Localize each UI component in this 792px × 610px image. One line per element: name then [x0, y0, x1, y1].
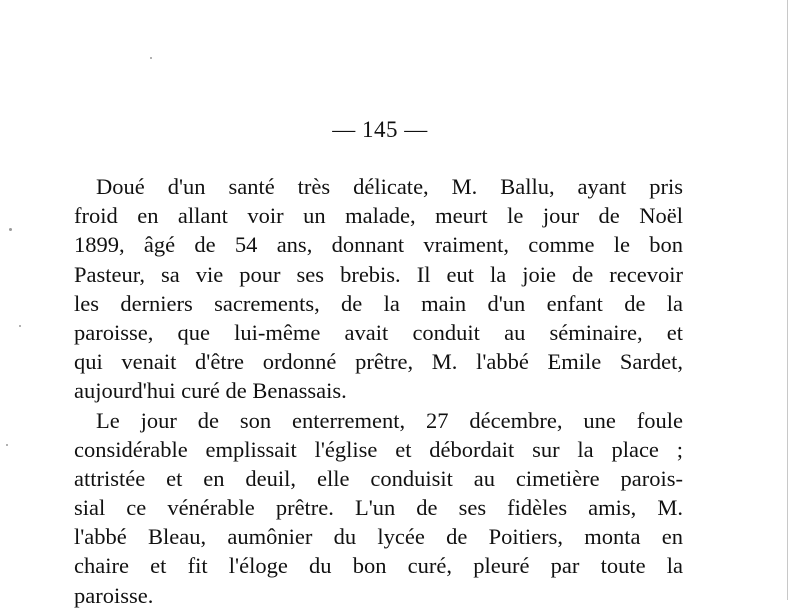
page-number: — 145 —: [332, 117, 428, 142]
paper-speck: [19, 325, 21, 327]
text-line: Le jour de son enterrement, 27 décembre, une foule: [96, 407, 683, 433]
paper-speck: [150, 57, 152, 59]
text-line: paroisse.: [74, 582, 154, 608]
text-line: attristée et en deuil, elle conduisit au cimetière parois-: [74, 465, 683, 491]
text-line: Pasteur, sa vie pour ses brebis. Il eut la joie de recevoir: [74, 261, 683, 287]
text-line: Doué d'un santé très délicate, M. Ballu, ayant pris: [96, 174, 683, 199]
text-line: les derniers sacrements, de la main d'un enfant de la: [74, 290, 683, 316]
paper-speck: [9, 228, 12, 231]
text-line: 1899, âgé de 54 ans, donnant vraiment, comme le bon: [74, 232, 683, 258]
text-line: sial ce vénérable prêtre. L'un de ses fidèles amis, M.: [74, 495, 683, 521]
text-line: chaire et fit l'éloge du bon curé, pleuré par toute la: [74, 553, 683, 579]
body-text: [74, 172, 683, 610]
page-edge-line: [787, 0, 788, 600]
text-line: qui venait d'être ordonné prêtre, M. l'abbé Emile Sardet,: [74, 349, 683, 375]
text-line: aujourd'hui curé de Benassais.: [74, 378, 347, 404]
text-line: considérable emplissait l'église et débordait sur la place ;: [74, 436, 683, 462]
text-line: froid en allant voir un malade, meurt le jour de Noël: [74, 203, 683, 229]
text-line: paroisse, que lui-même avait conduit au séminaire, et: [74, 319, 683, 345]
text-line: l'abbé Bleau, aumônier du lycée de Poitiers, monta en: [74, 524, 683, 550]
paper-speck: [6, 444, 8, 446]
